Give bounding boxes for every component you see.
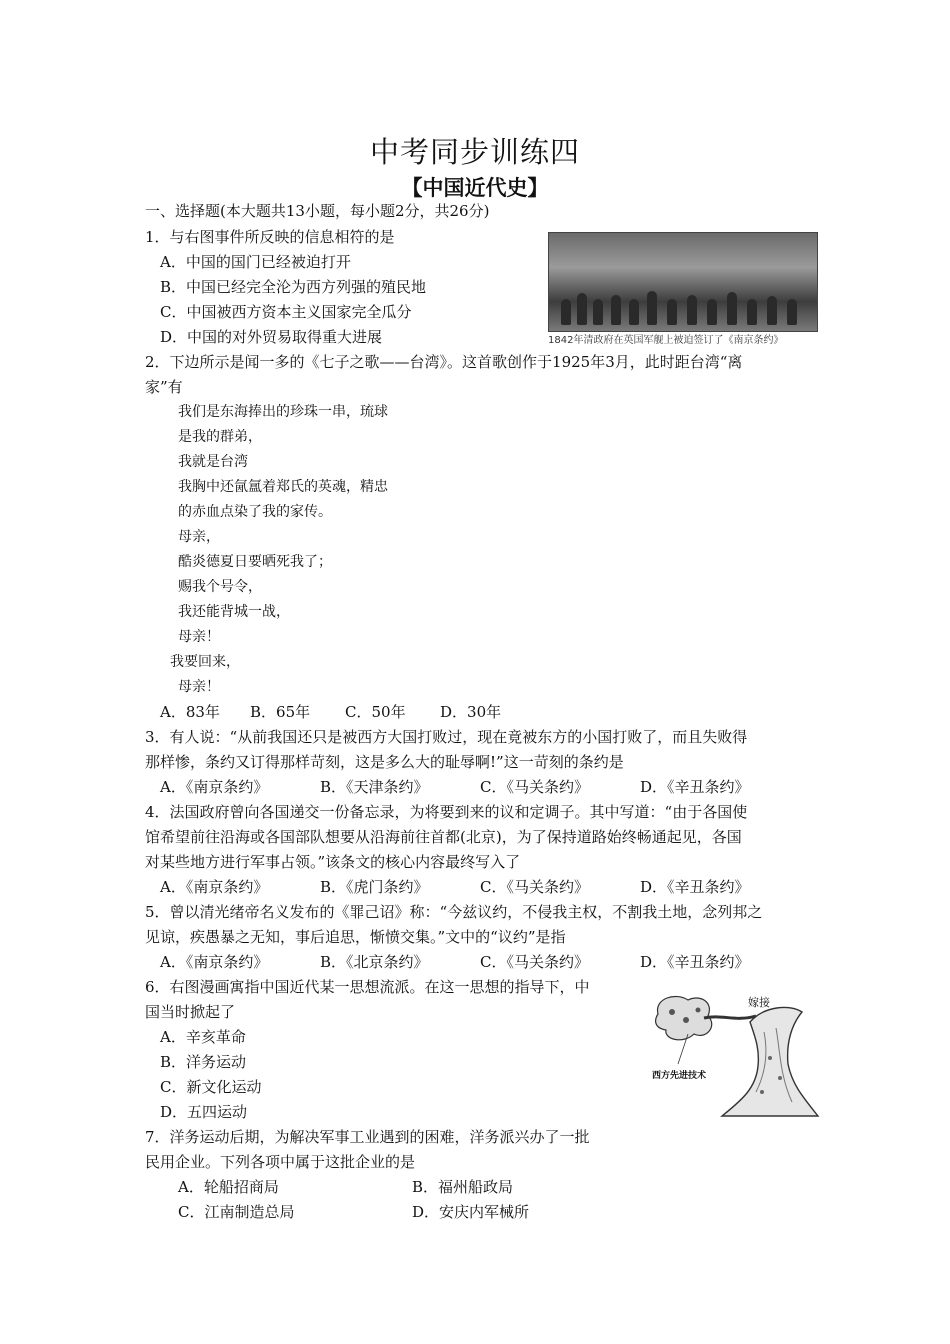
photo-caption: 1842年清政府在英国军舰上被迫签订了《南京条约》 [548, 335, 784, 346]
q5-option-c: C．《马关条约》 [480, 953, 589, 971]
q6-option-d: D．五四运动 [160, 1103, 248, 1121]
q3-option-c: C．《马关条约》 [480, 778, 589, 796]
q2-option-c: C．50年 [345, 703, 406, 721]
q3-option-a: A．《南京条约》 [160, 778, 269, 796]
q5-options [160, 951, 750, 973]
grafting-cartoon [652, 992, 822, 1122]
page-subtitle: 【中国近代史】 [401, 176, 549, 200]
q4-option-c: C．《马关条约》 [480, 878, 589, 896]
poem-line: 我要回来， [170, 654, 240, 670]
q2-option-b: B．65年 [250, 703, 311, 721]
q3-option-b: B．《天津条约》 [320, 778, 429, 796]
treaty-signing-photo [548, 232, 818, 332]
q2-stem-line2: 家”有 [145, 378, 183, 396]
q7-option-b: B．福州船政局 [412, 1178, 514, 1196]
q7-stem-line2: 民用企业。下列各项中属于这批企业的是 [145, 1153, 416, 1171]
poem-line: 我还能背城一战， [178, 604, 290, 620]
q4-stem-line2: 馆希望前往沿海或各国部队想要从沿海前往首都(北京)，为了保持道路始终畅通起见，各国 [145, 828, 742, 846]
q2-option-a: A．83年 [160, 703, 220, 721]
poem-line: 母亲！ [178, 629, 220, 645]
q1-option-b: B．中国已经完全沦为西方列强的殖民地 [160, 278, 427, 296]
page-title: 中考同步训练四 [369, 135, 580, 169]
q1-option-c: C．中国被西方资本主义国家完全瓜分 [160, 303, 412, 321]
q3-options [160, 776, 750, 798]
q6-stem-line2: 国当时掀起了 [145, 1003, 236, 1021]
poem-line: 我们是东海捧出的珍珠一串，琉球 [178, 404, 388, 420]
q3-stem-line1: 3．有人说：“从前我国还只是被西方大国打败过，现在竟被东方的小国打败了，而且失败得 [145, 728, 748, 746]
q1-option-a: A．中国的国门已经被迫打开 [160, 253, 351, 271]
q2-options [160, 701, 501, 723]
q1-stem: 1．与右图事件所反映的信息相符的是 [145, 228, 395, 246]
q2-stem-line1: 2．下边所示是闻一多的《七子之歌——台湾》。这首歌创作于1925年3月，此时距台湾“离 [145, 353, 743, 371]
q6-option-c: C．新文化运动 [160, 1078, 262, 1096]
q3-option-d: D．《辛丑条约》 [640, 778, 750, 796]
q6-option-b: B．洋务运动 [160, 1053, 247, 1071]
q5-option-b: B．《北京条约》 [320, 953, 429, 971]
q5-option-d: D．《辛丑条约》 [640, 953, 750, 971]
q2-option-d: D．30年 [440, 703, 502, 721]
section-heading: 一、选择题(本大题共13小题，每小题2分，共26分) [145, 202, 490, 220]
q1-option-d: D．中国的对外贸易取得重大进展 [160, 328, 383, 346]
q5-option-a: A．《南京条约》 [160, 953, 269, 971]
q3-stem-line2: 那样惨，条约又订得那样苛刻，这是多么大的耻辱啊!”这一苛刻的条约是 [145, 753, 624, 771]
cartoon-label-west: 西方先进技术 [652, 1071, 707, 1081]
poem-line: 是我的群弟， [178, 429, 262, 445]
q4-option-d: D．《辛丑条约》 [640, 878, 750, 896]
poem-line: 母亲， [178, 529, 220, 545]
q4-options [160, 876, 750, 898]
q4-stem-line3: 对某些地方进行军事占领。”该条文的核心内容最终写入了 [145, 853, 521, 871]
poem-line: 酷炎德夏日要晒死我了； [178, 554, 332, 570]
q4-option-a: A．《南京条约》 [160, 878, 269, 896]
q7-stem-line1: 7．洋务运动后期，为解决军事工业遇到的困难，洋务派兴办了一批 [145, 1128, 590, 1146]
q6-stem-line1: 6．右图漫画寓指中国近代某一思想流派。在这一思想的指导下，中 [145, 978, 590, 996]
poem-line: 赐我个号令， [178, 579, 262, 595]
q4-option-b: B．《虎门条约》 [320, 878, 429, 896]
poem-line: 我就是台湾 [178, 454, 248, 470]
q7-option-c: C．江南制造总局 [178, 1203, 295, 1221]
q5-stem-line1: 5．曾以清光绪帝名义发布的《罪己诏》称：“今兹议约，不侵我主权，不割我土地，念列邦之 [145, 903, 763, 921]
poem-line: 的赤血点染了我的家传。 [178, 504, 332, 520]
q7-option-a: A．轮船招商局 [178, 1178, 279, 1196]
poem-line: 母亲！ [178, 679, 220, 695]
poem-line: 我胸中还氤氲着郑氏的英魂，精忠 [178, 479, 388, 495]
q6-option-a: A．辛亥革命 [160, 1028, 246, 1046]
q5-stem-line2: 见谅，疾愚暴之无知，事后追思，惭愤交集。”文中的“议约”是指 [145, 928, 566, 946]
q4-stem-line1: 4．法国政府曾向各国递交一份备忘录，为将要到来的议和定调子。其中写道：“由于各国使 [145, 803, 748, 821]
q7-option-d: D．安庆内军械所 [412, 1203, 530, 1221]
cartoon-label-graft: 嫁接 [748, 996, 770, 1009]
